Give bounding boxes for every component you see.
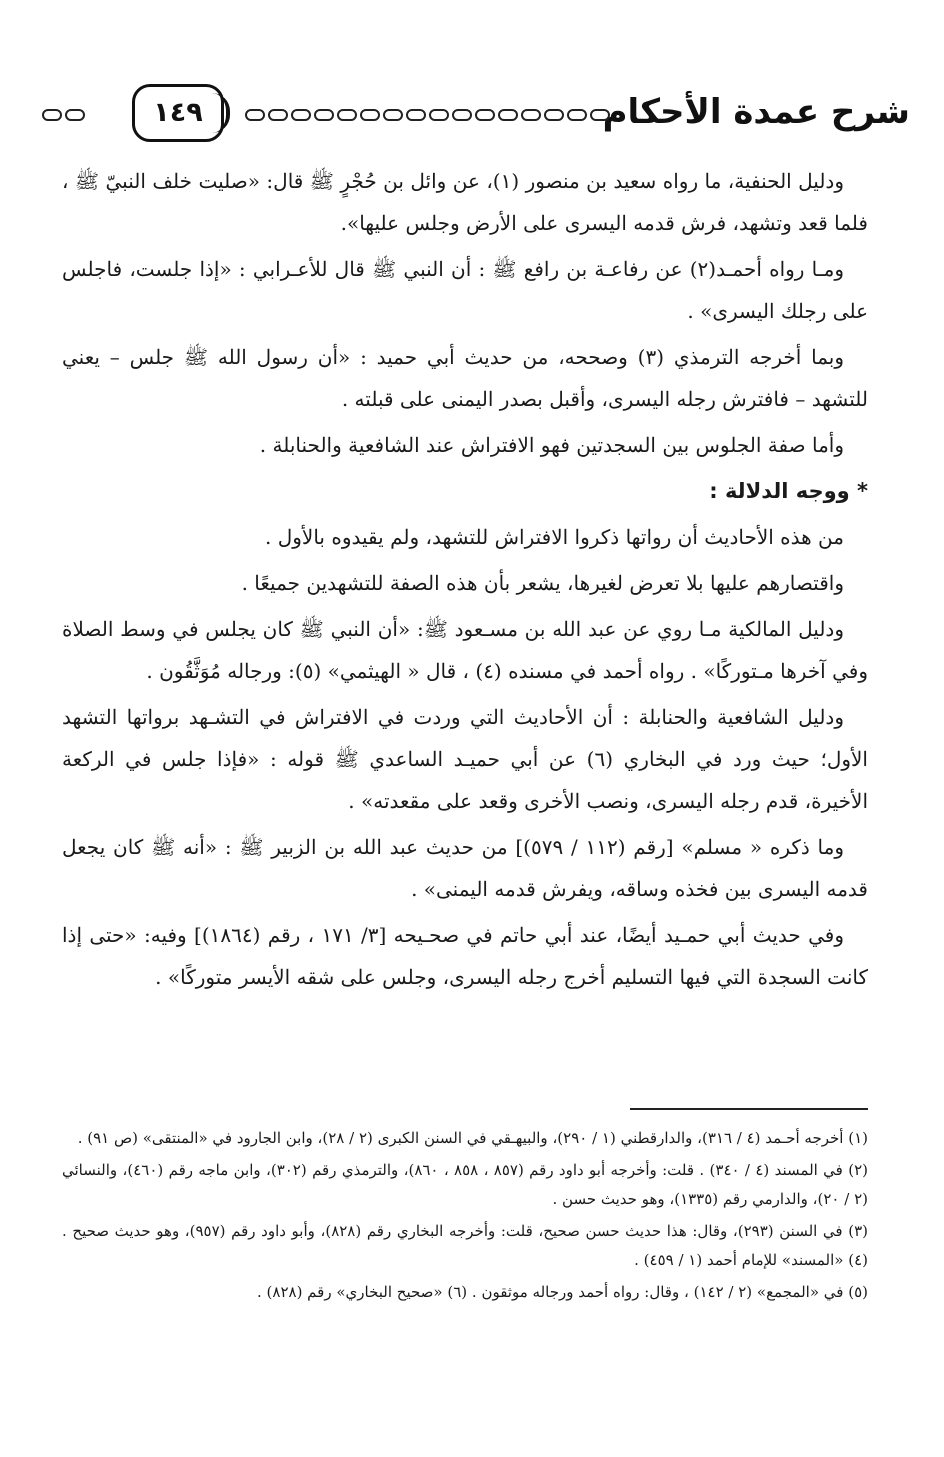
footnotes	[62, 1124, 868, 1310]
paragraph: ودليل الحنفية، ما رواه سعيد بن منصور (١)، عن وائل بن حُجْرٍ ﷺ قال: «صليت خلف النبيّ ﷺ ، فلما قعد وتشهد، فرش قدمه اليسرى على الأرض وجلس عليها».	[62, 169, 868, 235]
page-header	[40, 84, 910, 148]
paragraph: ومـا رواه أحمـد(٢) عن رفاعـة بن رافع ﷺ : أن النبي ﷺ قال للأعـرابي : «إذا جلست، فاجلس على رجلك اليسرى» .	[62, 257, 868, 323]
paragraph: وأما صفة الجلوس بين السجدتين فهو الافتراش عند الشافعية والحنابلة .	[259, 433, 844, 457]
main-text	[62, 160, 868, 1002]
footnote: (٢) في المسند (٤ / ٣٤٠) . قلت: وأخرجه أبو داود رقم (٨٥٧ ، ٨٥٨ ، ٨٦٠)، والترمذي رقم (٣٠٢)، وابن ماجه رقم (٤٦٠)، والنسائي (٢ / ٢٠)، والدارمي رقم (١٣٣٥)، وهو حديث حسن .	[62, 1161, 868, 1208]
header-ornament	[245, 108, 610, 122]
paragraph: من هذه الأحاديث أن رواتها ذكروا الافتراش للتشهد، ولم يقيدوه بالأول .	[265, 525, 844, 549]
paragraph: وفي حديث أبي حمـيد أيضًا، عند أبي حاتم في صحـيحه [٣/ ١٧١ ، رقم (١٨٦٤)] وفيه: «حتى إذا كانت السجدة التي فيها التسليم أخرج رجله اليسرى، وجلس على شقه الأيسر متوركًا» .	[62, 923, 868, 989]
footnote-divider	[630, 1108, 868, 1110]
section-heading: * ووجه الدلالة :	[709, 479, 868, 503]
page-number-badge: ١٤٩	[132, 84, 224, 142]
header-ornament-left	[42, 108, 85, 122]
paragraph: وما ذكره « مسلم» [رقم (١١٢ / ٥٧٩)] من حديث عبد الله بن الزبير ﷺ : «أنه ﷺ كان يجعل قدمه اليسرى بين فخذه وساقه، ويفرش قدمه اليمنى» .	[62, 835, 868, 901]
footnote: (١) أخرجه أحـمد (٤ / ٣١٦)، والدارقطني (١ / ٢٩٠)، والبيهـقي في السنن الكبرى (٢ / ٢٨)، وابن الجارود في «المنتقى» (ص ٩١) .	[77, 1129, 868, 1147]
paragraph: وبما أخرجه الترمذي (٣) وصححه، من حديث أبي حميد : «أن رسول الله ﷺ جلس – يعني للتشهد – فافترش رجله اليسرى، وأقبل بصدر اليمنى على قبلته .	[62, 345, 868, 411]
paragraph: ودليل الشافعية والحنابلة : أن الأحاديث التي وردت في الافتراش في التشـهد برواتها التشهد الأول؛ حيث ورد في البخاري (٦) عن أبي حميـد الساعدي ﷺ قوله : «فإذا جلس في الركعة الأخيرة، قدم رجله اليسرى، ونصب الأخرى وقعد على مقعدته» .	[62, 705, 868, 813]
paragraph: واقتصارهم عليها بلا تعرض لغيرها، يشعر بأن هذه الصفة للتشهدين جميعًا .	[241, 571, 844, 595]
paragraph: ودليل المالكية مـا روي عن عبد الله بن مسـعود ﷺ: «أن النبي ﷺ كان يجلس في وسط الصلاة وفي آخرها مـتوركًا» . رواه أحمد في مسنده (٤) ، قال « الهيثمي» (٥): ورجاله مُوَثَّقُون .	[62, 617, 868, 683]
footnote: (٣) في السنن (٢٩٣)، وقال: هذا حديث حسن صحيح، قلت: وأخرجه البخاري رقم (٨٢٨)، وأبو داود رقم (٩٥٧)، وهو حديث صحيح . (٤) «المسند» للإمام أحمد (١ / ٤٥٩) .	[62, 1222, 868, 1269]
running-title: شرح عمدة الأحكام	[602, 92, 910, 132]
footnote: (٥) في «المجمع» (٢ / ١٤٢) ، وقال: رواه أحمد ورجاله موثقون . (٦) «صحيح البخاري» رقم (٨٢٨) .	[257, 1283, 868, 1301]
